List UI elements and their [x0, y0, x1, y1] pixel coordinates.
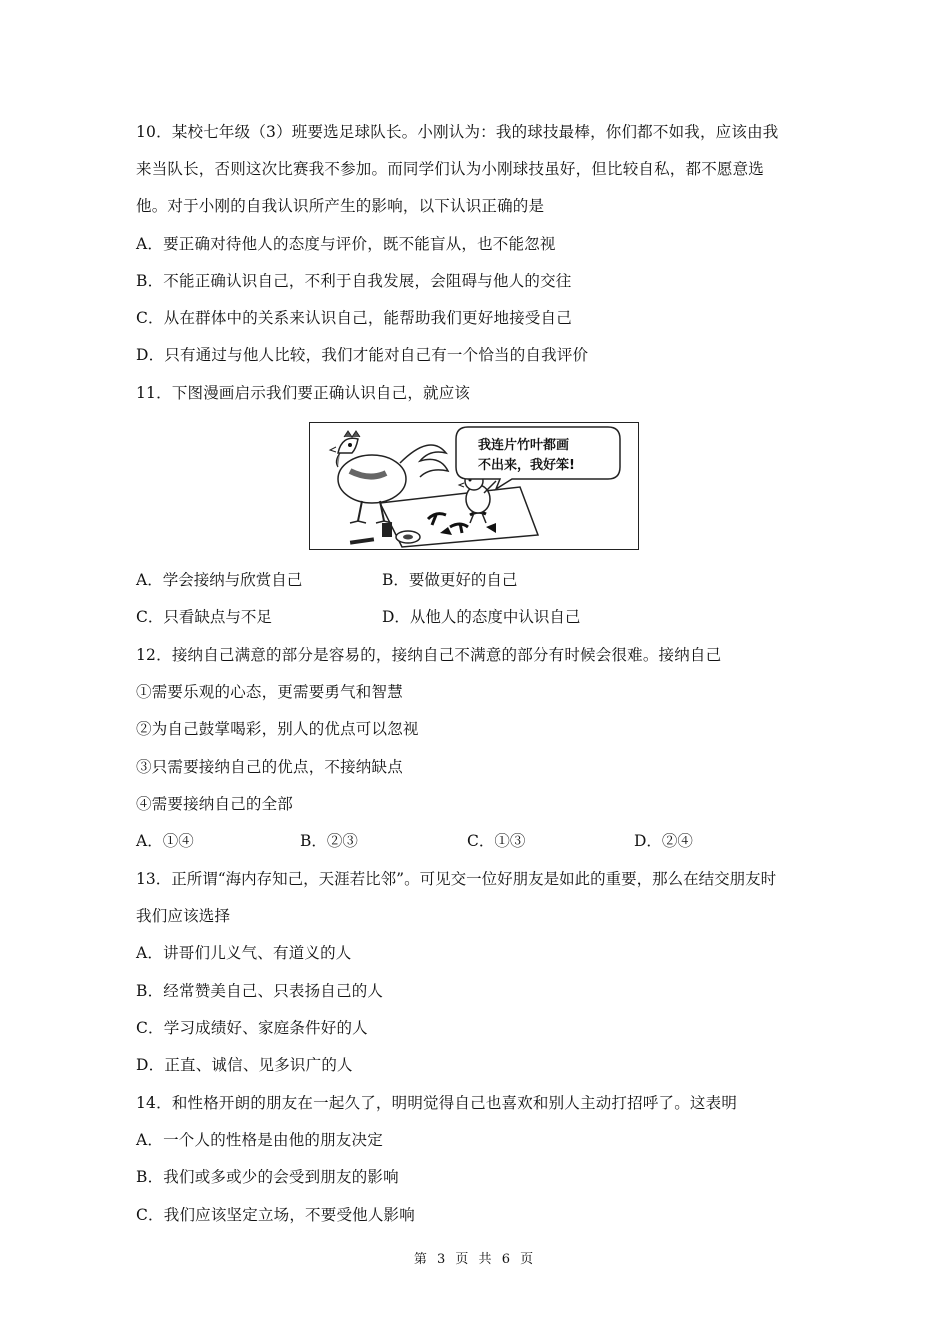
q13-option-c: C．学习成绩好、家庭条件好的人 — [136, 1019, 368, 1037]
q12-option-d: D．②④ — [634, 832, 693, 850]
q11-option-c: C．只看缺点与不足 — [136, 608, 272, 626]
q12-statement-2: ②为自己鼓掌喝彩，别人的优点可以忽视 — [136, 720, 419, 738]
q12-option-c: C．①③ — [467, 832, 526, 850]
q14-stem: 14．和性格开朗的朋友在一起久了，明明觉得自己也喜欢和别人主动打招呼了。这表明 — [136, 1094, 738, 1112]
q14-option-b: B．我们或多或少的会受到朋友的影响 — [136, 1168, 399, 1186]
cartoon-image — [309, 422, 639, 550]
q10-stem-line3: 他。对于小刚的自我认识所产生的影响，以下认识正确的是 — [136, 197, 545, 215]
q10-option-b: B．不能正确认识自己，不利于自我发展，会阻碍与他人的交往 — [136, 272, 572, 290]
q10-stem-line1: 10．某校七年级（3）班要选足球队长。小刚认为：我的球技最棒，你们都不如我，应该由我 — [136, 123, 779, 141]
q13-option-d: D．正直、诚信、见多识广的人 — [136, 1056, 353, 1074]
q12-statement-4: ④需要接纳自己的全部 — [136, 795, 294, 813]
q12-statement-3: ③只需要接纳自己的优点，不接纳缺点 — [136, 758, 403, 776]
q10-stem-line2: 来当队长，否则这次比赛我不参加。而同学们认为小刚球技虽好，但比较自私，都不愿意选 — [136, 160, 765, 178]
q13-stem-line1: 13．正所谓“海内存知己，天涯若比邻”。可见交一位好朋友是如此的重要，那么在结交朋友时 — [136, 870, 777, 888]
q10-option-d: D．只有通过与他人比较，我们才能对自己有一个恰当的自我评价 — [136, 346, 589, 364]
q12-statement-1: ①需要乐观的心态，更需要勇气和智慧 — [136, 683, 403, 701]
q12-stem: 12．接纳自己满意的部分是容易的，接纳自己不满意的部分有时候会很难。接纳自己 — [136, 646, 722, 664]
page-footer: 第 3 页 共 6 页 — [413, 1252, 537, 1267]
q14-option-c: C．我们应该坚定立场，不要受他人影响 — [136, 1206, 415, 1224]
q13-option-b: B．经常赞美自己、只表扬自己的人 — [136, 982, 384, 1000]
q11-option-b: B．要做更好的自己 — [382, 571, 518, 589]
q14-option-a: A．一个人的性格是由他的朋友决定 — [136, 1131, 383, 1149]
q11-stem: 11．下图漫画启示我们要正确认识自己，就应该 — [136, 384, 471, 402]
q11-option-d: D．从他人的态度中认识自己 — [382, 608, 581, 626]
q10-option-c: C．从在群体中的关系来认识自己，能帮助我们更好地接受自己 — [136, 309, 572, 327]
q12-option-a: A．①④ — [136, 832, 194, 850]
q13-option-a: A．讲哥们儿义气、有道义的人 — [136, 944, 352, 962]
q11-option-a: A．学会接纳与欣赏自己 — [136, 571, 303, 589]
q10-option-a: A．要正确对待他人的态度与评价，既不能盲从，也不能忽视 — [136, 235, 556, 253]
bubble-text-line1: 我连片竹叶都画 — [478, 438, 570, 453]
q12-option-b: B．②③ — [300, 832, 358, 850]
rooster-painting-illustration — [310, 423, 637, 548]
q13-stem-line2: 我们应该选择 — [136, 907, 231, 925]
bubble-text-line2: 不出来，我好笨! — [478, 458, 575, 473]
